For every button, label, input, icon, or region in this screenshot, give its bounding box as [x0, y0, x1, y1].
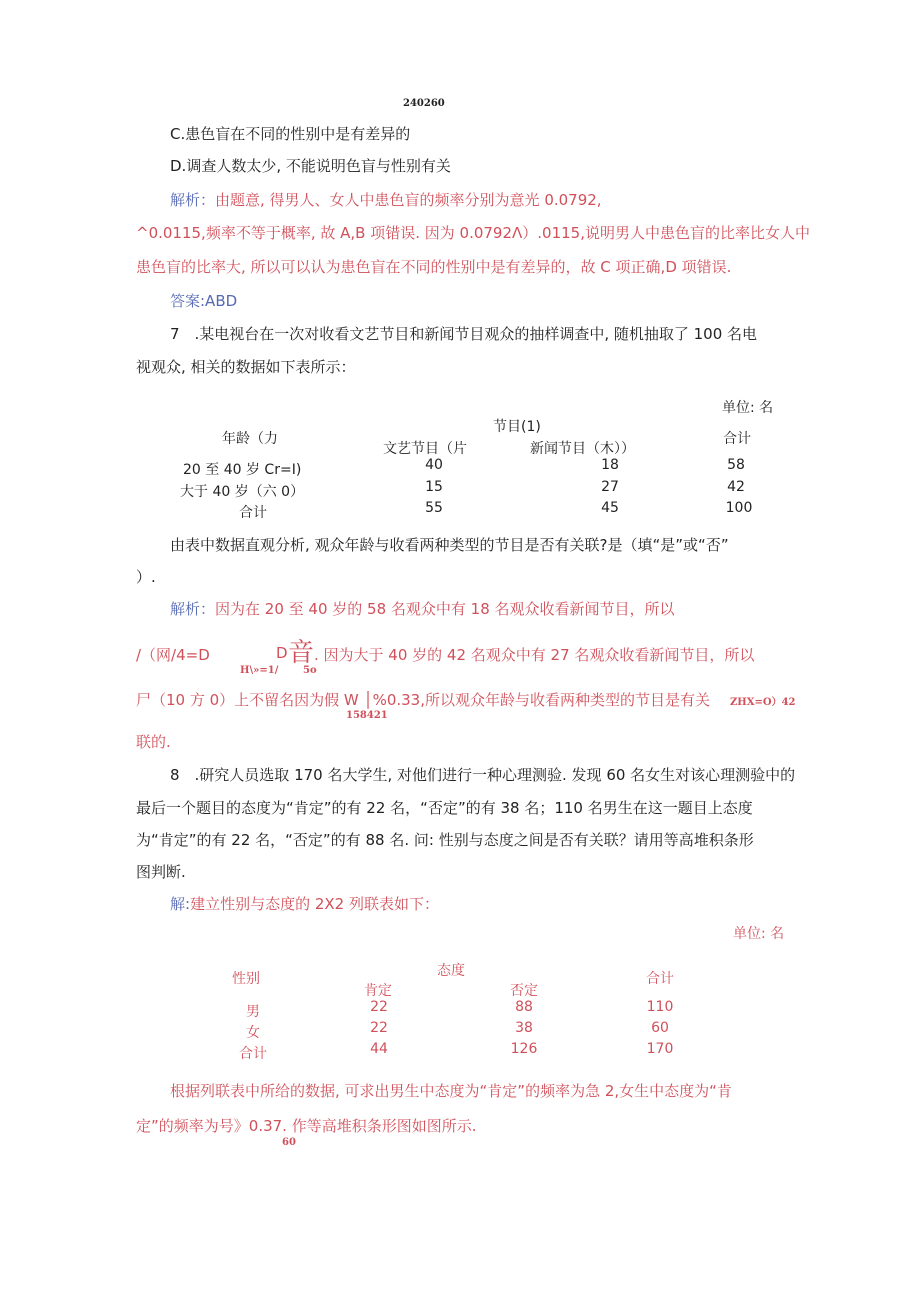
table1-age-header: 年龄（力 [222, 431, 278, 447]
table1-row1-total: 58 [727, 457, 745, 473]
table2-row1-b: 88 [515, 999, 533, 1015]
analysis-7-line3: 尸（10 方 0）上不留名因为假 W │%0.33,所以观众年龄与收看两种类型的节目是有关 [136, 691, 710, 709]
option-d: D.调查人数太少, 不能说明色盲与性别有关 [170, 157, 451, 175]
analysis-6-line2: ^0.0115,频率不等于概率, 故 A,B 项错误. 因为 0.0792Λ）.0115,说明男人中患色盲的比率比女人中 [136, 224, 810, 242]
table2-row3-b: 126 [510, 1041, 538, 1057]
answer-line: 答案:ABD [170, 292, 238, 310]
conclusion-line2: 定”的频率为号》0.37. 作等高堆积条形图如图所示. [136, 1117, 477, 1135]
analysis-7-sub3: 158421 [346, 710, 388, 721]
analysis-7-line2-start: /（网/4=D [136, 646, 210, 664]
table1-row3-label: 合计 [239, 505, 267, 521]
table1-col2-header: 新闻节目（木）） [530, 441, 635, 457]
table1-row3-total: 100 [725, 500, 753, 516]
table2-row1-total: 110 [646, 999, 674, 1015]
table2-row3-total: 170 [646, 1041, 674, 1057]
analysis-label: 解析： [170, 600, 216, 618]
table1-row1-a: 40 [425, 457, 443, 473]
table2-row1-label: 男 [246, 1004, 260, 1020]
question-7-line2: 视观众, 相关的数据如下表所示： [136, 358, 356, 376]
table2-group-header: 态度 [437, 963, 465, 979]
solution-label: 解: [170, 895, 191, 913]
table1-row1-b: 18 [601, 457, 619, 473]
analysis-text: 因为在 20 至 40 岁的 58 名观众中有 18 名观众收看新闻节目，所以 [215, 600, 675, 618]
table2-col1-header: 肯定 [364, 983, 392, 999]
table2-row3-label: 合计 [239, 1046, 267, 1062]
table2-row1-a: 22 [370, 999, 388, 1015]
analysis-7-sub2: 5o [303, 665, 317, 676]
analysis-7-sub1: H\»=1/ [240, 665, 279, 676]
solution-8-line [170, 893, 439, 914]
table1-row1-label: 20 至 40 岁 Cr=I) [183, 462, 302, 478]
analysis-7-line2-d: D [276, 644, 288, 662]
table2-total-header: 合计 [646, 971, 674, 987]
table2-row2-label: 女 [246, 1025, 260, 1041]
analysis-7-line4: 联的. [136, 733, 171, 751]
analysis-7-big-char: 音 [288, 638, 315, 668]
option-c: C.患色盲在不同的性别中是有差异的 [170, 125, 411, 143]
table1-row2-label: 大于 40 岁（六 0） [180, 484, 305, 500]
table1-row2-b: 27 [601, 479, 619, 495]
analysis-label: 解析： [170, 191, 216, 209]
question-8-line1: 8 .研究人员选取 170 名大学生, 对他们进行一种心理测验. 发现 60 名女生对该心理测验中的 [170, 766, 796, 784]
analysis-6-line1 [170, 189, 602, 210]
table2-row3-a: 44 [370, 1041, 388, 1057]
conclusion-line1: 根据列联表中所给的数据, 可求出男生中态度为“肯定”的频率为急 2,女生中态度为“肯 [170, 1082, 732, 1100]
table1-row3-a: 55 [425, 500, 443, 516]
table2-row2-a: 22 [370, 1020, 388, 1036]
analysis-7-line3-end: ZHX=O）42 [730, 697, 796, 708]
question-7-ask-line1: 由表中数据直观分析, 观众年龄与收看两种类型的节目是否有关联?是（填“是”或“否” [170, 536, 729, 554]
table1-row3-b: 45 [601, 500, 619, 516]
analysis-6-line3: 患色盲的比率大, 所以可以认为患色盲在不同的性别中是有差异的，故 C 项正确,D 项错误. [136, 258, 732, 276]
solution-text: 建立性别与态度的 2X2 列联表如下： [190, 895, 439, 913]
question-8-line4: 图判断. [136, 863, 186, 881]
analysis-7-line2-end: . 因为大于 40 岁的 42 名观众中有 27 名观众收看新闻节目，所以 [314, 646, 755, 664]
table2-row2-total: 60 [651, 1020, 669, 1036]
table1-col1-header: 文艺节目（片 [383, 441, 467, 457]
conclusion-sub: 60 [282, 1137, 296, 1148]
table2-sex-header: 性别 [232, 971, 260, 987]
table1-group-header: 节目(1) [493, 419, 541, 435]
question-7-line1: 7 .某电视台在一次对收看文艺节目和新闻节目观众的抽样调查中, 随机抽取了 100 名电 [170, 325, 758, 343]
table2-col2-header: 否定 [510, 983, 538, 999]
question-8-line3: 为“肯定”的有 22 名，“否定”的有 88 名. 问: 性别与态度之间是否有关联？请用等高堆积条形 [136, 831, 754, 849]
table2-row2-b: 38 [515, 1020, 533, 1036]
table1-total-header: 合计 [723, 431, 751, 447]
top-number: 240260 [403, 98, 445, 109]
table1-unit: 单位: 名 [722, 400, 774, 416]
analysis-7-line1 [170, 598, 675, 619]
table2-unit: 单位: 名 [733, 926, 785, 942]
table1-row2-total: 42 [727, 479, 745, 495]
question-7-ask-line2: ）. [136, 568, 156, 586]
question-8-line2: 最后一个题目的态度为“肯定”的有 22 名，“否定”的有 38 名；110 名男生在这一题目上态度 [136, 799, 753, 817]
analysis-text: 由题意, 得男人、女人中患色盲的频率分别为意光 0.0792, [215, 191, 602, 209]
table1-row2-a: 15 [425, 479, 443, 495]
